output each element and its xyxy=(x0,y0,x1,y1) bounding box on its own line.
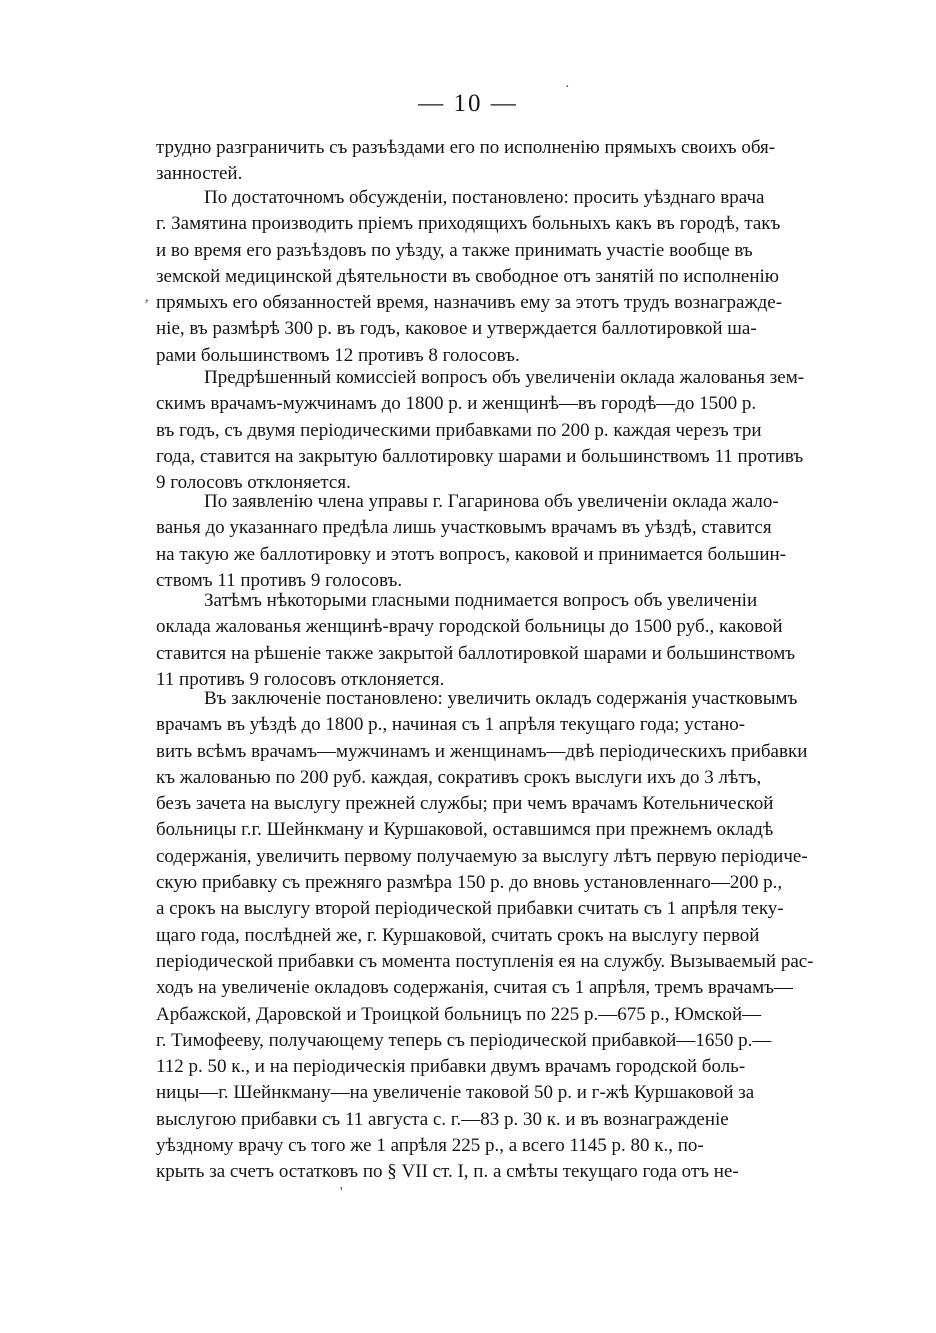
text-line: 112 р. 50 к., и на періодическія прибавки двумъ врачамъ городской боль- xyxy=(156,1056,746,1078)
text-line: занностей. xyxy=(156,163,243,185)
text-line: содержанія, увеличить первому получаемую за выслугу лѣтъ первую періодиче- xyxy=(156,845,808,867)
paragraph-1 xyxy=(156,135,852,188)
text-line: въ годъ, съ двумя періодическими прибавками по 200 р. каждая черезъ три xyxy=(156,419,762,441)
text-line: уѣздному врачу съ того же 1 апрѣля 225 р., а всего 1145 р. 80 к., по- xyxy=(156,1135,704,1157)
text-line: Въ заключеніе постановлено: увеличить окладъ содержанія участковымъ xyxy=(204,688,798,709)
text-line: врачамъ въ уѣздѣ до 1800 р., начиная съ 1 апрѣля текущаго года; устано- xyxy=(156,714,746,736)
text-line: ніе, въ размѣрѣ 300 р. въ годъ, каковое и утверждается баллотировкой ша- xyxy=(156,318,757,340)
paragraph-4 xyxy=(156,489,852,594)
text-line: трудно разграничить съ разъѣздами его по исполненію прямыхъ своихъ обя- xyxy=(156,137,776,158)
text-line: безъ зачета на выслугу прежней службы; при чемъ врачамъ Котельнической xyxy=(156,793,774,815)
text-line: г. Замятина производить пріемъ приходящихъ больныхъ какъ въ городѣ, такъ xyxy=(156,213,781,235)
text-line: крыть за счетъ остатковъ по § VII ст. I, п. а смѣты текущаго года отъ не- xyxy=(156,1161,739,1183)
text-line: ходъ на увеличеніе окладовъ содержанія, считая съ 1 апрѣля, тремъ врачамъ— xyxy=(156,977,793,999)
text-line: ставится на рѣшеніе также закрытой баллотировкой шарами и большинствомъ xyxy=(156,642,796,664)
text-line: оклада жалованья женщинѣ-врачу городской больницы до 1500 руб., каковой xyxy=(156,616,783,638)
text-line: выслугою прибавки съ 11 августа с. г.—83 р. 30 к. и въ вознагражденіе xyxy=(156,1108,729,1130)
text-line: ствомъ 11 противъ 9 голосовъ. xyxy=(156,569,403,591)
text-line: ванья до указаннаго предѣла лишь участковымъ врачамъ въ уѣздѣ, ставится xyxy=(156,517,772,539)
text-line: періодической прибавки съ момента поступленія ея на службу. Вызываемый рас- xyxy=(156,950,814,972)
text-line: вить всѣмъ врачамъ—мужчинамъ и женщинамъ—двѣ періодическихъ прибавки xyxy=(156,740,808,762)
text-line: По заявленію члена управы г. Гагаринова объ увеличеніи оклада жало- xyxy=(204,491,779,512)
paragraph-6 xyxy=(156,686,852,1186)
paragraph-3 xyxy=(156,365,852,496)
text-line: и во время его разъѣздовъ по уѣзду, а также принимать участіе вообще въ xyxy=(156,239,753,261)
text-line: къ жалованью по 200 руб. каждая, сокративъ срокъ выслуги ихъ до 3 лѣтъ, xyxy=(156,766,762,788)
text-line: По достаточномъ обсужденіи, постановлено: просить уѣзднаго врача xyxy=(204,187,765,208)
text-line: земской медицинской дѣятельности въ свободное отъ занятій по исполненію xyxy=(156,265,779,287)
text-line: Предрѣшенный комиссіей вопросъ объ увеличеніи оклада жалованья зем- xyxy=(204,367,805,388)
stray-ink-mark: , xyxy=(145,290,149,305)
paragraph-5 xyxy=(156,588,852,693)
text-line: Затѣмъ нѣкоторыми гласными поднимается вопросъ объ увеличеніи xyxy=(204,590,758,611)
text-line: 9 голосовъ отклоняется. xyxy=(156,472,351,494)
text-line: рами большинствомъ 12 противъ 8 голосовъ. xyxy=(156,344,520,366)
paragraph-2 xyxy=(156,185,852,369)
text-line: года, ставится на закрытую баллотировку шарами и большинствомъ 11 противъ xyxy=(156,445,804,467)
text-line: ницы—г. Шейнкману—на увеличеніе таковой 50 р. и г-жѣ Куршаковой за xyxy=(156,1082,755,1104)
page-number: — 10 — xyxy=(418,90,518,117)
text-line: прямыхъ его обязанностей время, назначивъ ему за этотъ трудъ вознагражде- xyxy=(156,292,783,314)
stray-ink-mark: ' xyxy=(340,1185,343,1200)
stray-ink-mark: · xyxy=(565,80,570,95)
text-line: на такую же баллотировку и этотъ вопросъ, каковой и принимается большин- xyxy=(156,543,786,565)
text-line: г. Тимофееву, получающему теперь съ періодической прибавкой—1650 р.— xyxy=(156,1029,772,1051)
text-line: скимъ врачамъ-мужчинамъ до 1800 р. и женщинѣ—въ городѣ—до 1500 р. xyxy=(156,393,757,415)
text-line: больницы г.г. Шейнкману и Куршаковой, оставшимся при прежнемъ окладѣ xyxy=(156,819,774,841)
text-line: а срокъ на выслугу второй періодической прибавки считать съ 1 апрѣля теку- xyxy=(156,898,784,920)
text-line: Арбажской, Даровской и Троицкой больницъ по 225 р.—675 р., Юмской— xyxy=(156,1003,762,1025)
text-line: 11 противъ 9 голосовъ отклоняется. xyxy=(156,668,445,690)
text-line: щаго года, послѣдней же, г. Куршаковой, считать срокъ на выслугу первой xyxy=(156,924,760,946)
text-line: скую прибавку съ прежняго размѣра 150 р. до вновь установленнаго—200 р., xyxy=(156,872,783,894)
